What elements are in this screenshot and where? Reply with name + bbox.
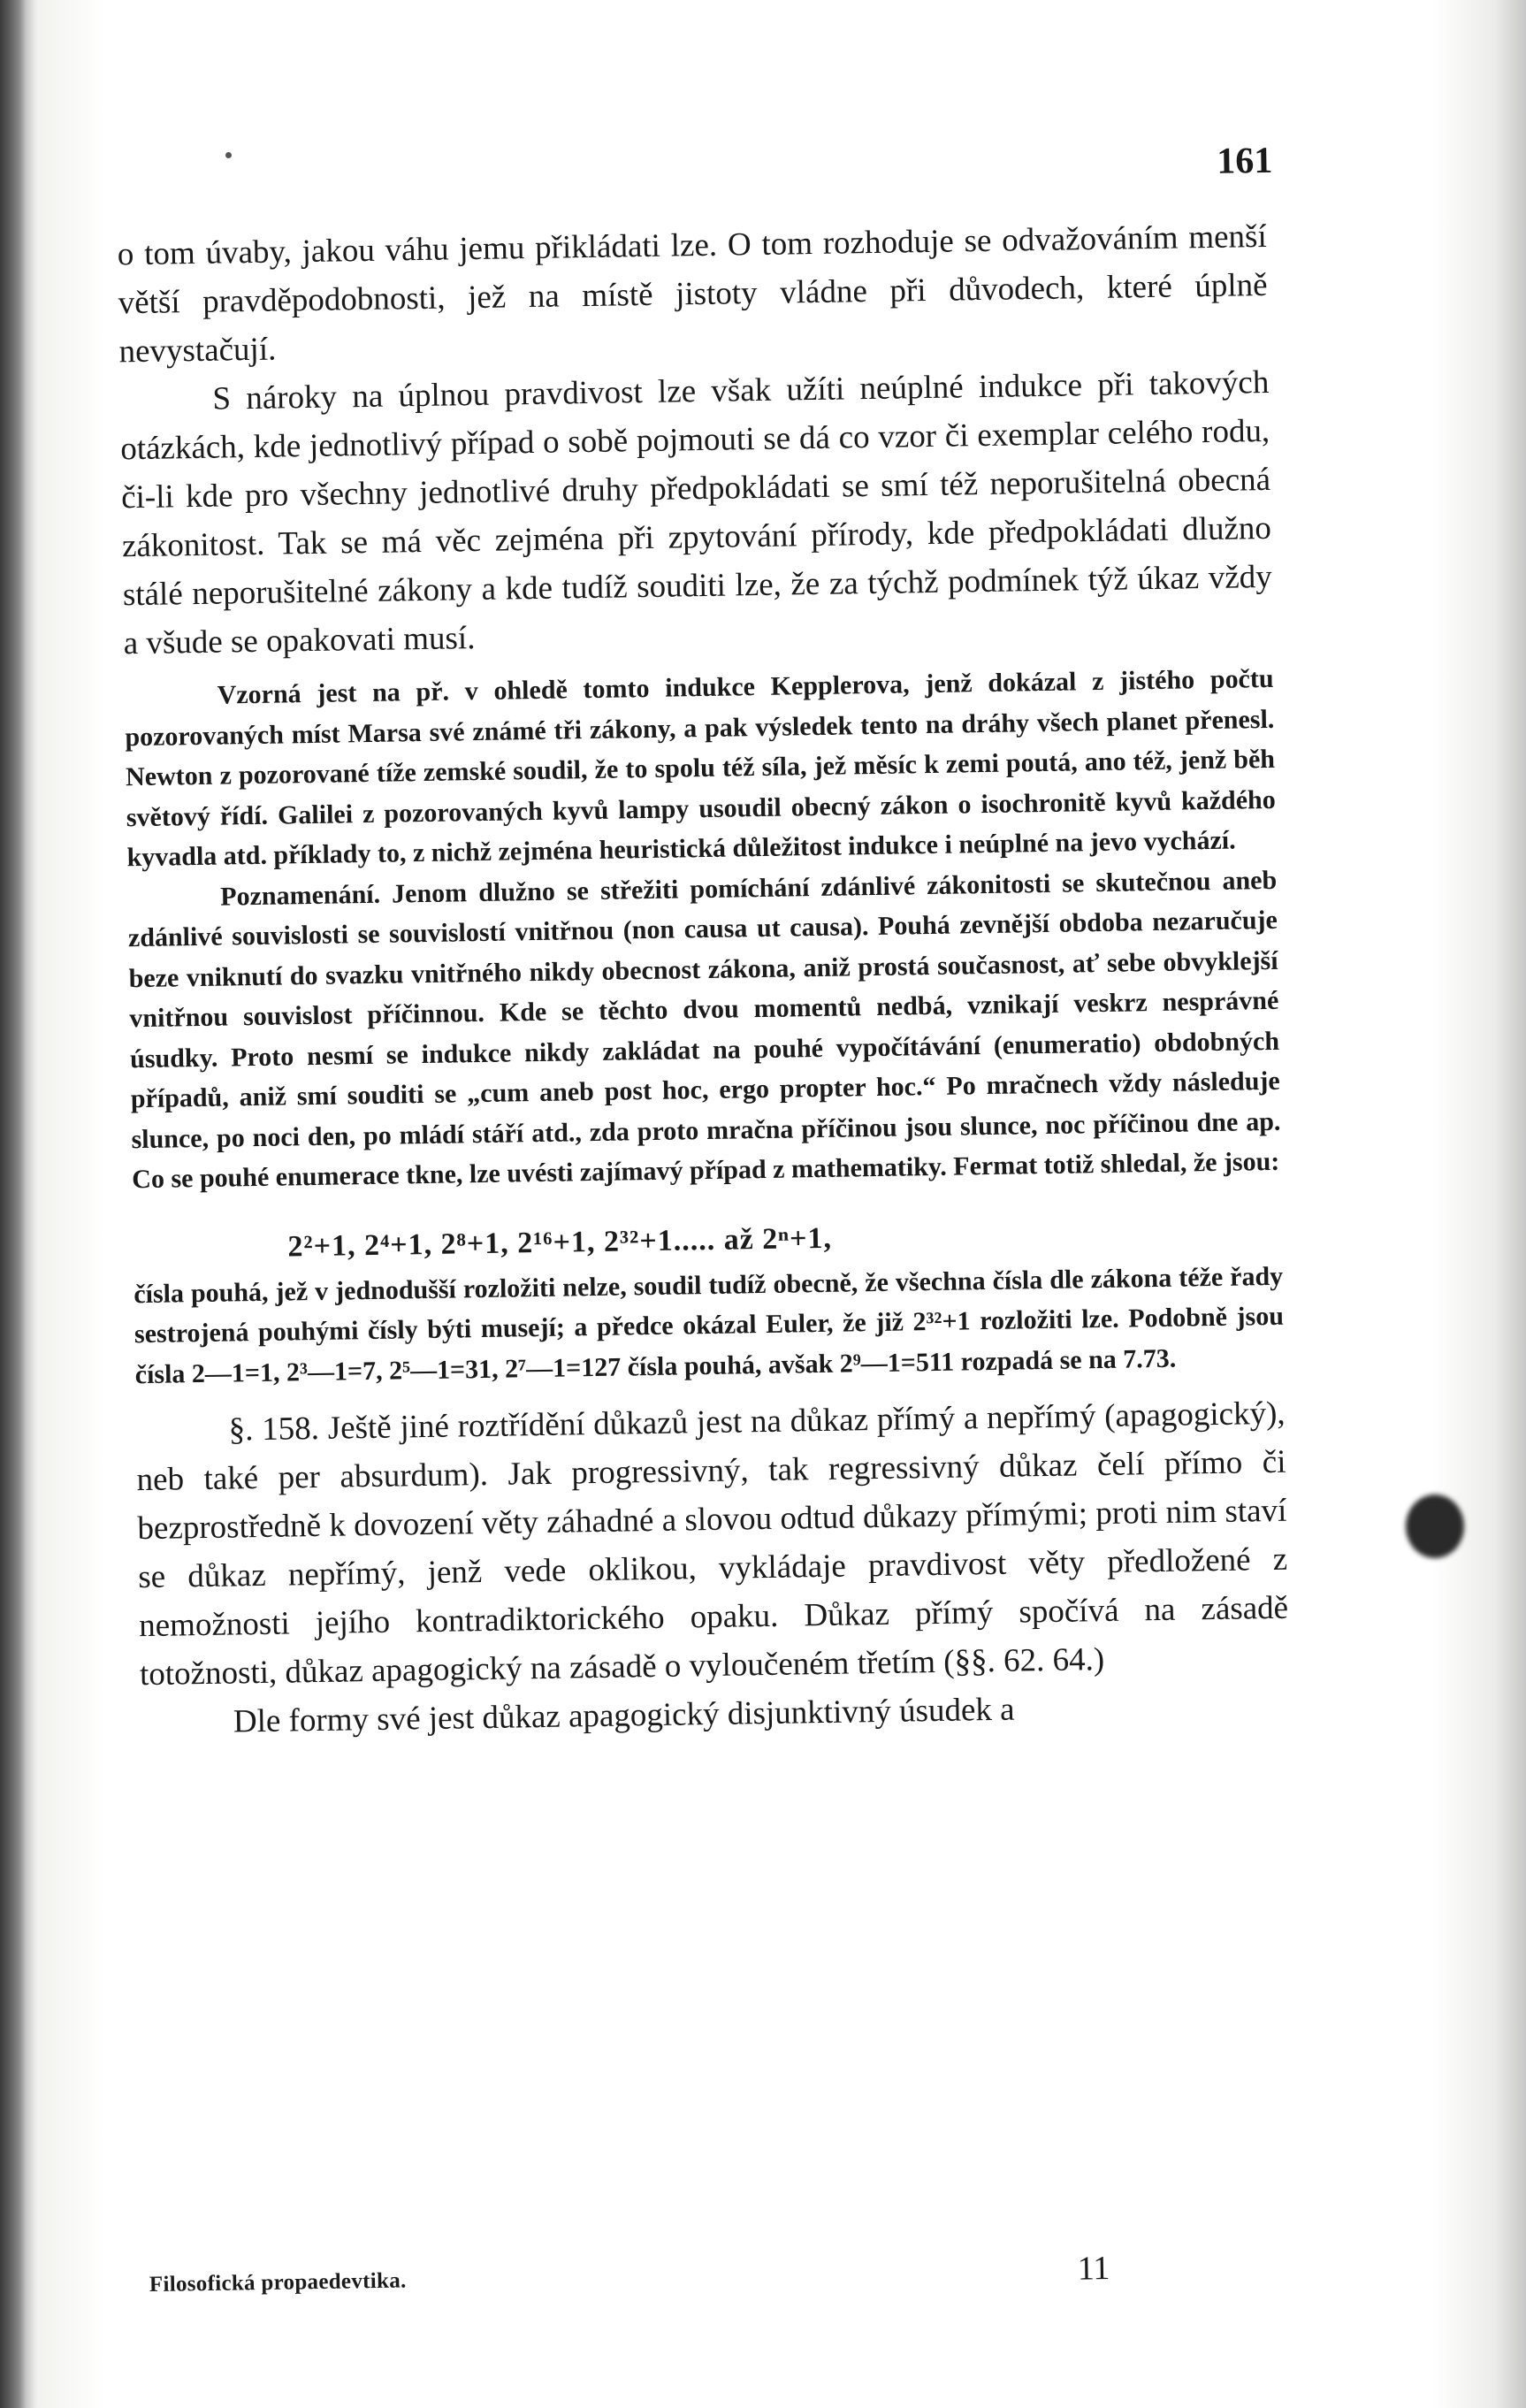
footer-book-title: Filosofická propaedevtika. <box>149 2268 407 2297</box>
paragraph: S nároky na úplnou pravdivost lze však užíti neúplné indukce při takových otázkách, kde jednotlivý případ o sobě pojmouti se dá co vzor či exemplar celého rodu, či-li kde pro všechny jednotlivé druhy předpokládati se smí též neporušitelná obecná zákonitost. Tak se má věc zejména při zpytování přírody, kde předpokládati dlužno stálé neporušitelné zákony a kde tudíž souditi lze, že za týchž podmínek týž úkaz vždy a všude se opakovati musí. <box>119 363 1273 662</box>
signature-mark: 11 <box>1077 2249 1110 2288</box>
ink-blot <box>1406 1494 1464 1558</box>
small-paragraph: čísla pouhá, jež v jednodušší rozložiti nelze, soudil tudíž obecně, že všechna čísla dle zákona téže řady sestrojená pouhými čísly býti musejí; a předce okázal Euler, že již 2³²+1 rozložiti lze. Podobně jsou čísla 2—1=1, 2³—1=7, 2⁵—1=31, 2⁷—1=127 čísla pouhá, avšak 2⁹—1=511 rozpadá se na 7.73. <box>134 1261 1285 1389</box>
section-paragraph: Dle formy své jest důkaz apagogický disjunktivný úsudek a <box>233 1691 1015 1740</box>
book-page <box>116 124 1299 2308</box>
small-paragraph: Poznamenání. Jenom dlužno se střežiti pomíchání zdánlivé zákonitosti se skutečnou aneb zdánlivé souvislosti se souvislostí vnitřnou (non causa ut causa). Pouhá zevnější obdoba nezaručuje beze vniknutí do svazku vnitřného nikdy obecnost zákona, aniž prostá současnost, ať sebe obvyklejší vnitřnou souvislost příčinnou. Kde se těchto dvou momentů nedbá, vznikají veskrz nesprávné úsudky. Proto nesmí se indukce nikdy zakládat na pouhé vypočítávání (enumeratio) obdobných případů, aniž smí souditi se „cum aneb post hoc, ergo propter hoc.“ Po mračnech vždy následuje slunce, po noci den, po mládí stáří atd., zda proto mračna příčinou jsou slunce, noc příčinou dne ap. Co se pouhé enumerace tkne, lze uvésti zajímavý případ z mathematiky. Fermat totiž shledal, že jsou: <box>127 865 1281 1195</box>
body-text <box>117 212 1290 1747</box>
page-number: 161 <box>1216 140 1273 182</box>
section-paragraph: §. 158. Ještě jiné roztřídění důkazů jest na důkaz přímý a nepřímý (apagogický), neb také per absurdum). Jak progressivný, tak regressivný důkaz čelí přímo či bezprostředně k dovození věty záhadné a slovou odtud důkazy přímými; proti nim staví se důkaz nepřímý, jenž vede oklikou, vykládaje pravdivost věty předložené z nemožnosti jejího kontradiktorického opaku. Důkaz přímý spočívá na zásadě totožnosti, důkaz apagogický na zásadě o vyloučeném třetím (§§. 62. 64.) <box>136 1395 1289 1693</box>
small-print-block <box>124 659 1285 1395</box>
paragraph: o tom úvaby, jakou váhu jemu přikládati lze. O tom rozhoduje se odvažováním menší větší pravděpodobnosti, jež na místě jistoty vládne při důvodech, které úplně nevystačují. <box>117 218 1268 371</box>
book-spine-edge <box>0 0 27 2408</box>
small-paragraph: Vzorná jest na př. v ohledě tomto indukce Kepplerova, jenž dokázal z jistého počtu pozorovaných míst Marsa své známé tři zákony, a pak výsledek tento na dráhy všech planet přenesl. Newton z pozorované tíže zemské soudil, že to spolu též síla, jež měsíc k zemi poutá, ano též, jenž běh světový řídí. Galilei z pozorovaných kyvů lampy usoudil obecný zákon o isochronitě kyvů každého kyvadla atd. příklady to, z nichž zejména heuristická důležitost indukce i neúplné na jevo vychází. <box>125 663 1276 873</box>
fermat-formula: 2²+1, 2⁴+1, 2⁸+1, 2¹⁶+1, 2³²+1..... až 2ⁿ+1, <box>287 1221 833 1263</box>
